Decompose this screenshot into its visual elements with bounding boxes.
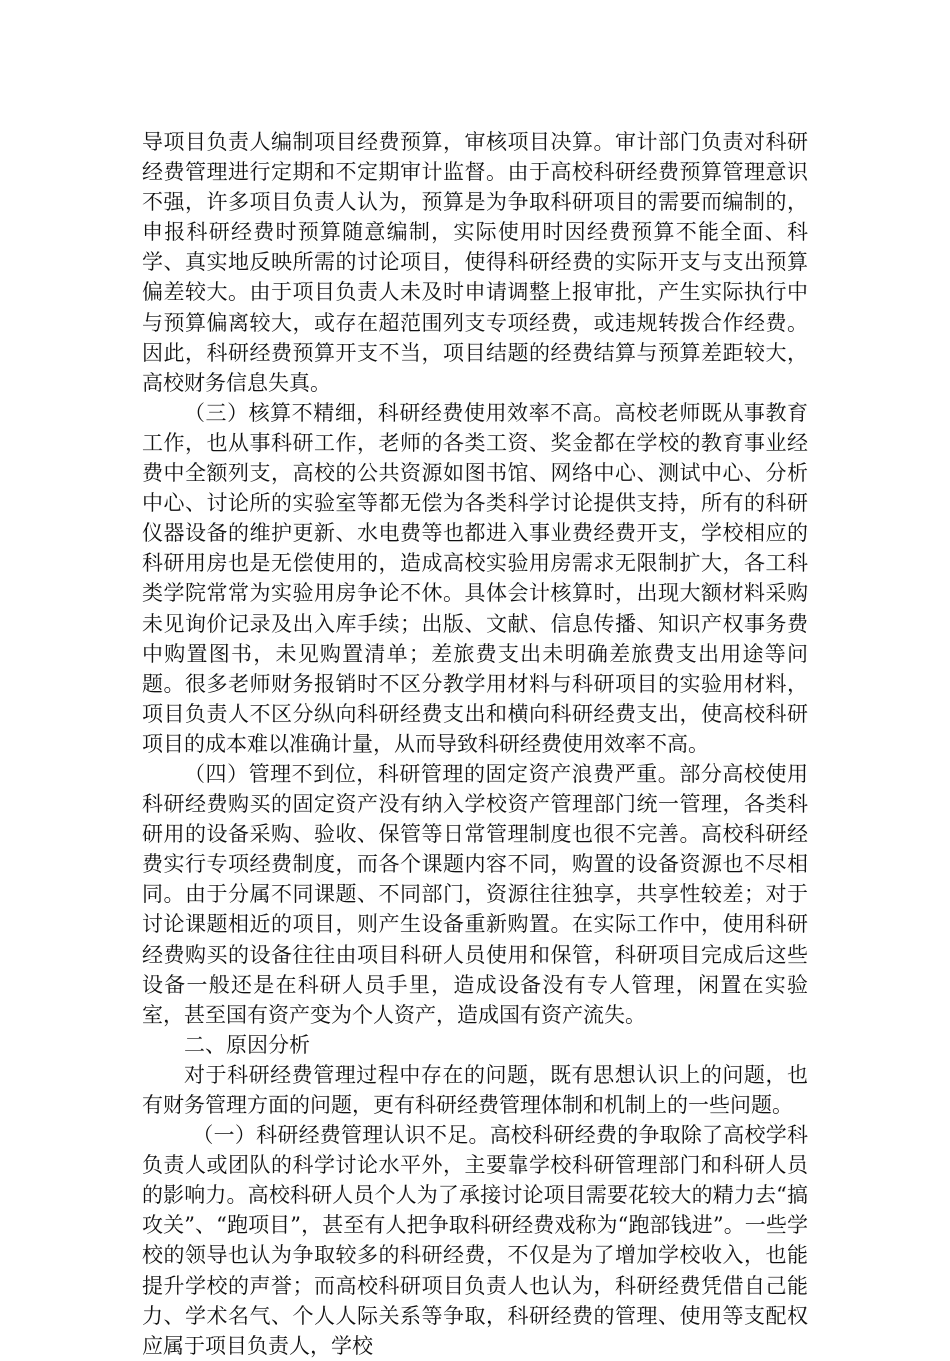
paragraph-accounting-efficiency: （三）核算不精细，科研经费使用效率不高。高校老师既从事教育工作，也从事科研工作，老师的各类工资、奖金都在学校的教育事业经费中全额列支，高校的公共资源如图书馆、网络中心、测试中心、分析中心、讨论所的实验室等都无偿为各类科学讨论提供支持，所有的科研仪器设备的维护更新、水电费等也都进入事业费经费开支，学校相应的科研用房也是无偿使用的，造成高校实验用房需求无限制扩大，各工科类学院常常为实验用房争论不休。具体会计核算时，出现大额材料采购未见询价记录及出入库手续；出版、文献、信息传播、知识产权事务费中购置图书，未见购置清单；差旅费支出未明确差旅费支出用途等问题。很多老师财务报销时不区分教学用材料与科研项目的实验用材料，项目负责人不区分纵向科研经费支出和横向科研经费支出，使高校科研项目的成本难以准确计量，从而导致科研经费使用效率不高。 [142, 400, 808, 756]
document-body [142, 127, 808, 1361]
paragraph-cause-intro: 对于科研经费管理过程中存在的问题，既有思想认识上的问题，也有财务管理方面的问题，更有科研经费管理体制和机制上的一些问题。 [142, 1062, 808, 1117]
section-heading-cause-analysis: 二、原因分析 [184, 1032, 310, 1057]
paragraph-budget-continuation: 导项目负责人编制项目经费预算，审核项目决算。审计部门负责对科研经费管理进行定期和不定期审计监督。由于高校科研经费预算管理意识不强，许多项目负责人认为，预算是为争取科研项目的需要而编制的，申报科研经费时预算随意编制，实际使用时因经费预算不能全面、科学、真实地反映所需的讨论项目，使得科研经费的实际开支与支出预算偏差较大。由于项目负责人未及时申请调整上报审批，产生实际执行中与预算偏离较大，或存在超范围列支专项经费，或违规转拨合作经费。因此，科研经费预算开支不当，项目结题的经费结算与预算差距较大，高校财务信息失真。 [142, 130, 808, 395]
paragraph-fixed-assets: （四）管理不到位，科研管理的固定资产浪费严重。部分高校使用科研经费购买的固定资产没有纳入学校资产管理部门统一管理，各类科研用的设备采购、验收、保管等日常管理制度也很不完善。高校科研经费实行专项经费制度，而各个课题内容不同，购置的设备资源也不尽相同。由于分属不同课题、不同部门，资源往往独享，共享性较差；对于讨论课题相近的项目，则产生设备重新购置。在实际工作中，使用科研经费购买的设备往往由项目科研人员使用和保管，科研项目完成后这些设备一般还是在科研人员手里，造成设备没有专人管理，闲置在实验室，甚至国有资产变为个人资产，造成国有资产流失。 [142, 761, 808, 1027]
paragraph-insufficient-awareness: （一）科研经费管理认识不足。高校科研经费的争取除了高校学科负责人或团队的科学讨论水平外，主要靠学校科研管理部门和科研人员的影响力。高校科研人员个人为了承接讨论项目需要花较大的精力去“搞攻关”、“跑项目”，甚至有人把争取科研经费戏称为“跑部钱进”。一些学校的领导也认为争取较多的科研经费，不仅是为了增加学校收入，也能提升学校的声誉；而高校科研项目负责人也认为，科研经费凭借自己能力、学术名气、个人人际关系等争取，科研经费的管理、使用等支配权应属于项目负责人，学校 [142, 1123, 808, 1358]
